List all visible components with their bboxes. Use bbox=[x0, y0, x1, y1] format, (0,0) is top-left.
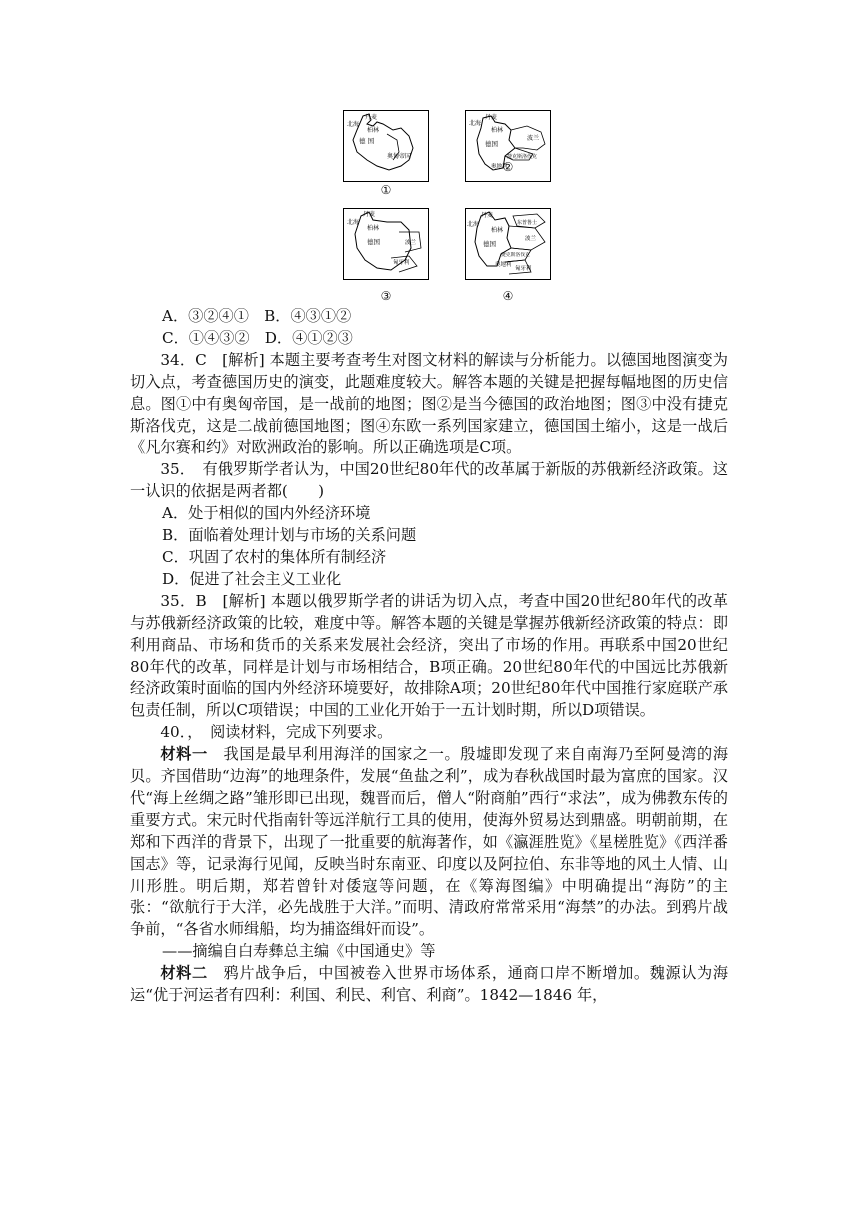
map-1-number: ① bbox=[380, 183, 392, 197]
map-3-label-0: 丹麦 bbox=[363, 211, 376, 218]
map-3-label-3: 德国 bbox=[367, 238, 380, 246]
material-1-heading: 材料一 bbox=[160, 745, 208, 764]
material-2-heading: 材料二 bbox=[160, 964, 208, 983]
q40-material-1 bbox=[130, 744, 728, 941]
map-4-label-6: 捷克斯洛伐克 bbox=[501, 253, 530, 258]
q35-stem: 35． 有俄罗斯学者认为，中国20世纪80年代的改革属于新版的苏俄新经济政策。这一认识的依据是两者都( ) bbox=[130, 460, 728, 501]
map-2-label-4: 波兰 bbox=[527, 135, 540, 142]
map-4-label-5: 波兰 bbox=[525, 236, 537, 242]
q35-option-a: A．处于相似的国内外经济环境 bbox=[162, 504, 371, 523]
map-2-label-2: 柏林 bbox=[491, 127, 504, 134]
map-3 bbox=[343, 208, 429, 280]
map-4-label-4: 德国 bbox=[483, 240, 496, 248]
map-4-label-7: 奥地利 bbox=[495, 262, 512, 268]
q35-option-d: D．促进了社会主义工业化 bbox=[162, 569, 342, 588]
map-4-label-0: 丹麦 bbox=[481, 212, 494, 219]
map-2-label-1: 北海 bbox=[469, 120, 482, 127]
map-4-number: ④ bbox=[502, 289, 514, 303]
q40-material-2 bbox=[130, 963, 728, 1007]
map-1-svg bbox=[343, 110, 429, 182]
q35-option-c: C．巩固了农村的集体所有制经济 bbox=[162, 547, 387, 566]
map-3-label-2: 柏林 bbox=[367, 225, 380, 232]
map-1-label-4: 奥匈帝国 bbox=[387, 153, 412, 160]
map-1-label-3: 德 国 bbox=[359, 137, 375, 145]
map-3-label-5: 匈牙利 bbox=[393, 260, 410, 266]
map-figure bbox=[343, 110, 559, 304]
q40-stem: 40．， 阅读材料，完成下列要求。 bbox=[160, 723, 393, 742]
map-2-number: ② bbox=[502, 160, 514, 174]
material-2-text: 鸦片战争后，中国被卷入世界市场体系，通商口岸不断增加。魏源认为海运“优于河运者有四利：利国、利民、利官、利商”。1842—1846 年， bbox=[130, 964, 729, 1005]
q35-analysis: 35．B [解析] 本题以俄罗斯学者的讲话为切入点，考查中国20世纪80年代的改革与苏俄新经济政策的比较，难度中等。解答本题的关键是掌握苏俄新经济政策的特点：即利用商品、市场和货币的关系来发展社会经济，突出了市场的作用。再联系中国20世纪80年代的改革，同样是计划与市场相结合，B项正确。20世纪80年代的中国远比苏俄新经济政策时面临的国内外经济环境要好，故排除A项；20世纪80年代中国推行家庭联产承包责任制，所以C项错误；中国的工业化开始于一五计划时期，所以D项错误。 bbox=[130, 591, 728, 720]
map-1-label-1: 北海 bbox=[347, 121, 360, 128]
map-3-svg bbox=[343, 208, 429, 280]
map-4-svg bbox=[465, 208, 551, 280]
map-4-label-8: 匈牙利 bbox=[515, 266, 532, 272]
material-1-text: 我国是最早利用海洋的国家之一。殷墟即发现了来自南海乃至阿曼湾的海贝。齐国借助“边海”的地理条件，发展“鱼盐之利”，成为春秋战国时最为富庶的国家。汉代“海上丝绸之路”雏形即已出现，魏晋而后，僧人“附商舶”西行“求法”，成为佛教东传的重要方式。宋元时代指南针等远洋航行工具的使用，使海外贸易达到鼎盛。明朝前期，在郑和下西洋的背景下，出现了一批重要的航海著作，如《瀛涯胜览》《星槎胜览》《西洋番国志》等，记录海行见闻，反映当时东南亚、印度以及阿拉伯、东非等地的风土人情、山川形胜。明后期，郑若曾针对倭寇等问题，在《筹海图编》中明确提出“海防”的主张：“欲航行于大洋，必先战胜于大洋。”而明、清政府常常采用“海禁”的办法。到鸦片战争前，“各省水师缉船，均为捕盗缉奸而设”。 bbox=[130, 745, 729, 939]
document-body bbox=[130, 306, 728, 1007]
map-2-label-6: 捷克斯洛伐克 bbox=[507, 154, 538, 160]
material-1-source: ——摘编自白寿彝总主编《中国通史》等 bbox=[162, 942, 436, 961]
map-4-label-2: 柏林 bbox=[491, 227, 504, 234]
q34-options-cd: C．①④③② D．④①②③ bbox=[162, 328, 353, 347]
q34-options-ab: A．③②④① B．④③①② bbox=[162, 307, 352, 325]
map-2-label-3: 德国 bbox=[485, 140, 498, 148]
q34-analysis: 34．C [解析] 本题主要考查考生对图文材料的解读与分析能力。以德国地图演变为切入点，考查德国历史的演变，此题难度较大。解答本题的关键是把握每幅地图的历史信息。图①中有奥匈帝国，是一战前的地图；图②是当今德国的政治地图；图③中没有捷克斯洛伐克，这是二战前德国地图；图④东欧一系列国家建立，德国国土缩小，这是一战后《凡尔赛和约》对欧洲政治的影响。所以正确选项是C项。 bbox=[130, 350, 728, 457]
map-1 bbox=[343, 110, 429, 182]
map-4-label-1: 北海 bbox=[467, 221, 480, 228]
q35-option-b: B．面临着处理计划与市场的关系问题 bbox=[162, 526, 417, 545]
map-3-label-4: 波兰 bbox=[405, 240, 417, 246]
map-3-number: ③ bbox=[380, 289, 392, 303]
map-1-label-0: 丹麦 bbox=[365, 114, 378, 121]
map-1-label-2: 柏林 bbox=[367, 127, 380, 134]
map-4 bbox=[465, 208, 551, 280]
map-3-label-1: 北海 bbox=[347, 219, 360, 226]
map-4-label-3: 东普鲁士 bbox=[517, 220, 538, 226]
map-2-label-0: 丹麦 bbox=[485, 114, 498, 121]
map-2-label-5: 奥地利 bbox=[491, 164, 508, 170]
